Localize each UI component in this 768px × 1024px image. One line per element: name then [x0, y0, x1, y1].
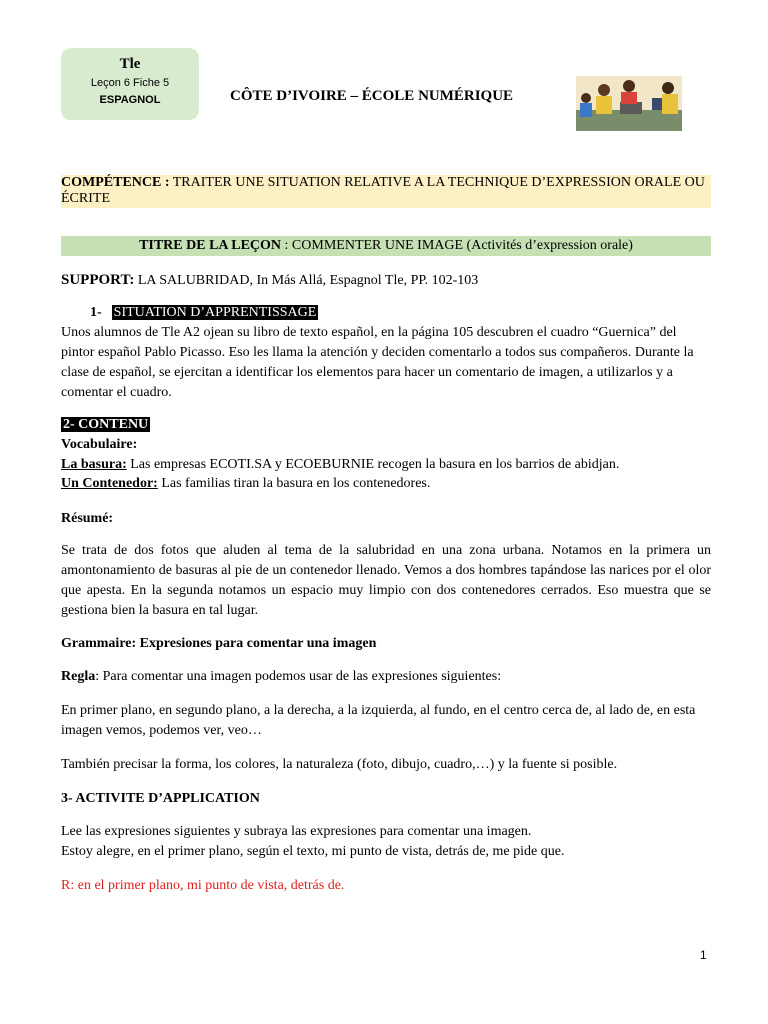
section2-heading [61, 415, 150, 435]
section3-answer: R: en el primer plano, mi punto de vista, detrás de. [61, 878, 345, 893]
vocab-item-basura [61, 455, 711, 475]
grammar-heading: Grammaire: Expresiones para comentar una imagen [61, 636, 377, 651]
section3-instruction: Lee las expresiones siguientes y subraya las expresiones para comentar una imagen. [61, 824, 532, 839]
vocab-term: Un Contenedor: [61, 476, 158, 491]
section1-heading [90, 303, 318, 323]
support-label: SUPPORT: [61, 272, 135, 288]
badge-subject: ESPAGNOL [99, 94, 161, 106]
regla-text: : Para comentar una imagen podemos usar de las expresiones siguientes: [95, 669, 502, 684]
lesson-title-text: : COMMENTER UNE IMAGE (Activités d’expression orale) [281, 238, 633, 253]
tambien-text: También precisar la forma, los colores, la naturaleza (foto, dibujo, cuadro,…) y la fuente si posible. [61, 757, 618, 772]
badge-lesson: Leçon 6 Fiche 5 [90, 77, 170, 89]
support-line [61, 270, 478, 291]
regla-line [61, 667, 711, 687]
vocab-term: La basura: [61, 457, 127, 472]
section1-title: SITUATION D’APPRENTISSAGE [113, 305, 317, 320]
students-at-computer-photo [576, 76, 682, 131]
vocab-item-contenedor [61, 474, 711, 494]
regla-label: Regla [61, 669, 96, 684]
support-text: LA SALUBRIDAD, In Más Allá, Espagnol Tle, PP. 102-103 [134, 273, 479, 288]
section2-title: 2- CONTENU [63, 417, 149, 432]
competence-box [61, 175, 711, 208]
site-title: CÔTE D’IVOIRE – ÉCOLE NUMÉRIQUE [230, 88, 514, 104]
section1-number: 1- [90, 305, 102, 320]
competence-text: TRAITER UNE SITUATION RELATIVE A LA TECHNIQUE D’EXPRESSION ORALE OU ÉCRITE [61, 175, 705, 206]
vocab-label: Vocabulaire: [61, 437, 138, 452]
page-number: 1 [700, 948, 707, 962]
section3-heading: 3- ACTIVITE D’APPLICATION [61, 791, 260, 806]
expressions-list: En primer plano, en segundo plano, a la derecha, a la izquierda, al fundo, en el centro cerca de, al lado de, en esta imagen vemos, podemos ver, veo… [61, 703, 696, 738]
section1-text: Unos alumnos de Tle A2 ojean su libro de texto español, en la página 105 descubren el cuadro “Guernica” del pintor español Pablo Picasso. Eso les llama la atención y deciden comentarlo a todos sus compañeros. Durante la clase de español, se ejercitan a identificar los elementos para hacer un comentario de imagen, a utilizarlos y a comentar el cuadro. [61, 325, 694, 400]
badge-level: Tle [119, 56, 141, 72]
lesson-badge [61, 48, 199, 120]
lesson-title-bar [61, 236, 711, 256]
lesson-title-label: TITRE DE LA LEÇON [139, 238, 282, 253]
vocab-definition: Las empresas ECOTI.SA y ECOEBURNIE recogen la basura en los barrios de abidjan. [126, 457, 620, 472]
section3-sentence: Estoy alegre, en el primer plano, según el texto, mi punto de vista, detrás de, me pide que. [61, 844, 565, 859]
resume-text: Se trata de dos fotos que aluden al tema de la salubridad en una zona urbana. Notamos en la primera un amontonamiento de basuras al pie de un contenedor llenado. Vemos a dos hombres tapándose las narices por el olor que apesta. En la segunda notamos un espacio muy limpio con dos contenedores cerrados. Eso muestra que se gestiona bien la basura en tal lugar. [61, 543, 711, 618]
competence-label: COMPÉTENCE : [61, 175, 170, 190]
resume-label: Résumé: [61, 511, 114, 526]
vocab-definition: Las familias tiran la basura en los contenedores. [157, 476, 431, 491]
